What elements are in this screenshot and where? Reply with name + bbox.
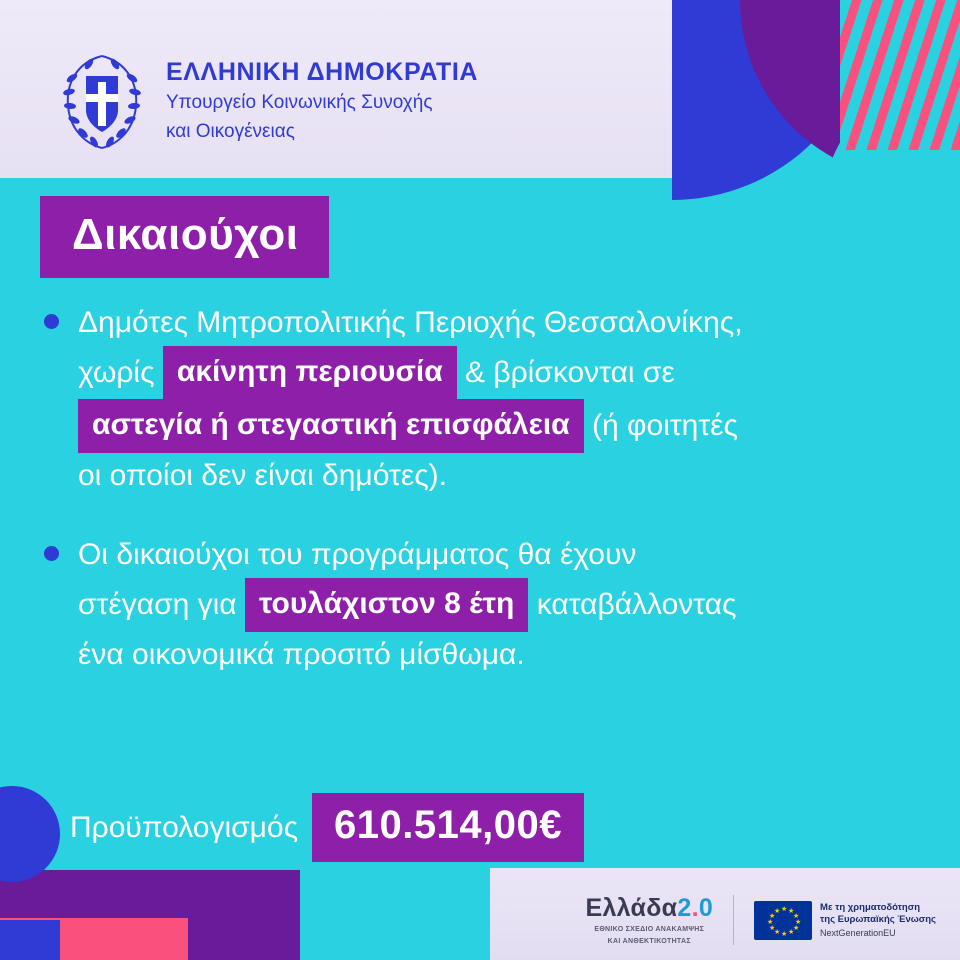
gov-subtitle-line-1: Υπουργείο Κοινωνικής Συνοχής (166, 92, 433, 113)
bottom-left-circle-decoration (0, 786, 60, 882)
header (56, 48, 478, 152)
eu-flag-icon: ★ ★ ★ ★ ★ ★ ★ ★ ★ ★ ★ ★ (754, 901, 812, 940)
eu-funding-text (820, 902, 936, 939)
bullet-2-line-3 (78, 632, 920, 678)
greece-logo-version-2: 2 (677, 894, 692, 923)
government-identity (166, 48, 478, 144)
highlight-chip: αστεγία ή στεγαστική επισφάλεια (78, 399, 584, 453)
eu-funding-line-3: NextGenerationEU (820, 928, 896, 939)
bottom-left-blue-square-decoration (0, 920, 60, 960)
footer-divider (733, 895, 734, 945)
greece-logo-sub-line-1: ΕΘΝΙΚΟ ΣΧΕΔΙΟ ΑΝΑΚΑΜΨΗΣ (594, 926, 705, 934)
gov-title: ΕΛΛΗΝΙΚΗ ΔΗΜΟΚΡΑΤΙΑ (166, 58, 479, 86)
list-item (40, 300, 920, 498)
eu-funding-line-1: Με τη χρηματοδότηση (820, 901, 921, 913)
pink-stripes-decoration (840, 0, 960, 150)
bullet-text: ένα οικονομικά προσιτό μίσθωμα. (78, 637, 525, 671)
greece-logo-version-0: 0 (698, 894, 714, 923)
bullet-text: οι οποίοι δεν είναι δημότες). (78, 458, 447, 492)
bullet-text: χωρίς (78, 355, 163, 389)
greece-logo-name: Ελλάδα (585, 894, 678, 923)
greece-logo-version-dot: . (691, 894, 699, 923)
budget-amount: 610.514,00€ (312, 793, 584, 862)
greece-2-0-logo (585, 894, 713, 946)
greek-coat-of-arms-icon (56, 48, 148, 152)
bullet-1-line-2 (78, 346, 920, 400)
bullet-text: στέγαση για (78, 587, 245, 621)
bullet-text: Οι δικαιούχοι του προγράμματος θα έχουν (78, 538, 637, 572)
eu-funding-logo (754, 901, 936, 940)
bullet-1-line-1 (78, 300, 920, 346)
bullet-text: Δημότες Μητροπολιτικής Περιοχής Θεσσαλονίκης, (78, 306, 743, 339)
bullet-1-line-3 (78, 399, 920, 453)
bullet-list (40, 300, 920, 711)
bullet-text: (ή φοιτητές (583, 409, 739, 443)
bullet-text: καταβάλλοντας (528, 587, 737, 621)
budget-row (70, 793, 584, 862)
highlight-chip: ακίνητη περιουσία (163, 346, 457, 400)
bullet-2-line-1 (78, 532, 920, 578)
eu-funding-line-2: της Ευρωπαϊκής Ένωσης (820, 913, 936, 925)
greece-logo-sub-line-2: ΚΑΙ ΑΝΘΕΚΤΙΚΟΤΗΤΑΣ (607, 937, 691, 945)
highlight-chip: τουλάχιστον 8 έτη (245, 578, 528, 632)
bullet-1-line-4 (78, 453, 920, 499)
gov-subtitle-line-2: και Οικογένειας (166, 120, 295, 142)
greece-logo-text (585, 894, 713, 923)
bullet-2-line-2 (78, 578, 920, 632)
bullet-text: & βρίσκονται σε (456, 355, 675, 389)
page-title (40, 196, 329, 278)
budget-label: Προϋπολογισμός (70, 810, 299, 844)
page-title-label: Δικαιούχοι (72, 210, 299, 259)
list-item (40, 532, 920, 677)
footer (585, 894, 936, 946)
